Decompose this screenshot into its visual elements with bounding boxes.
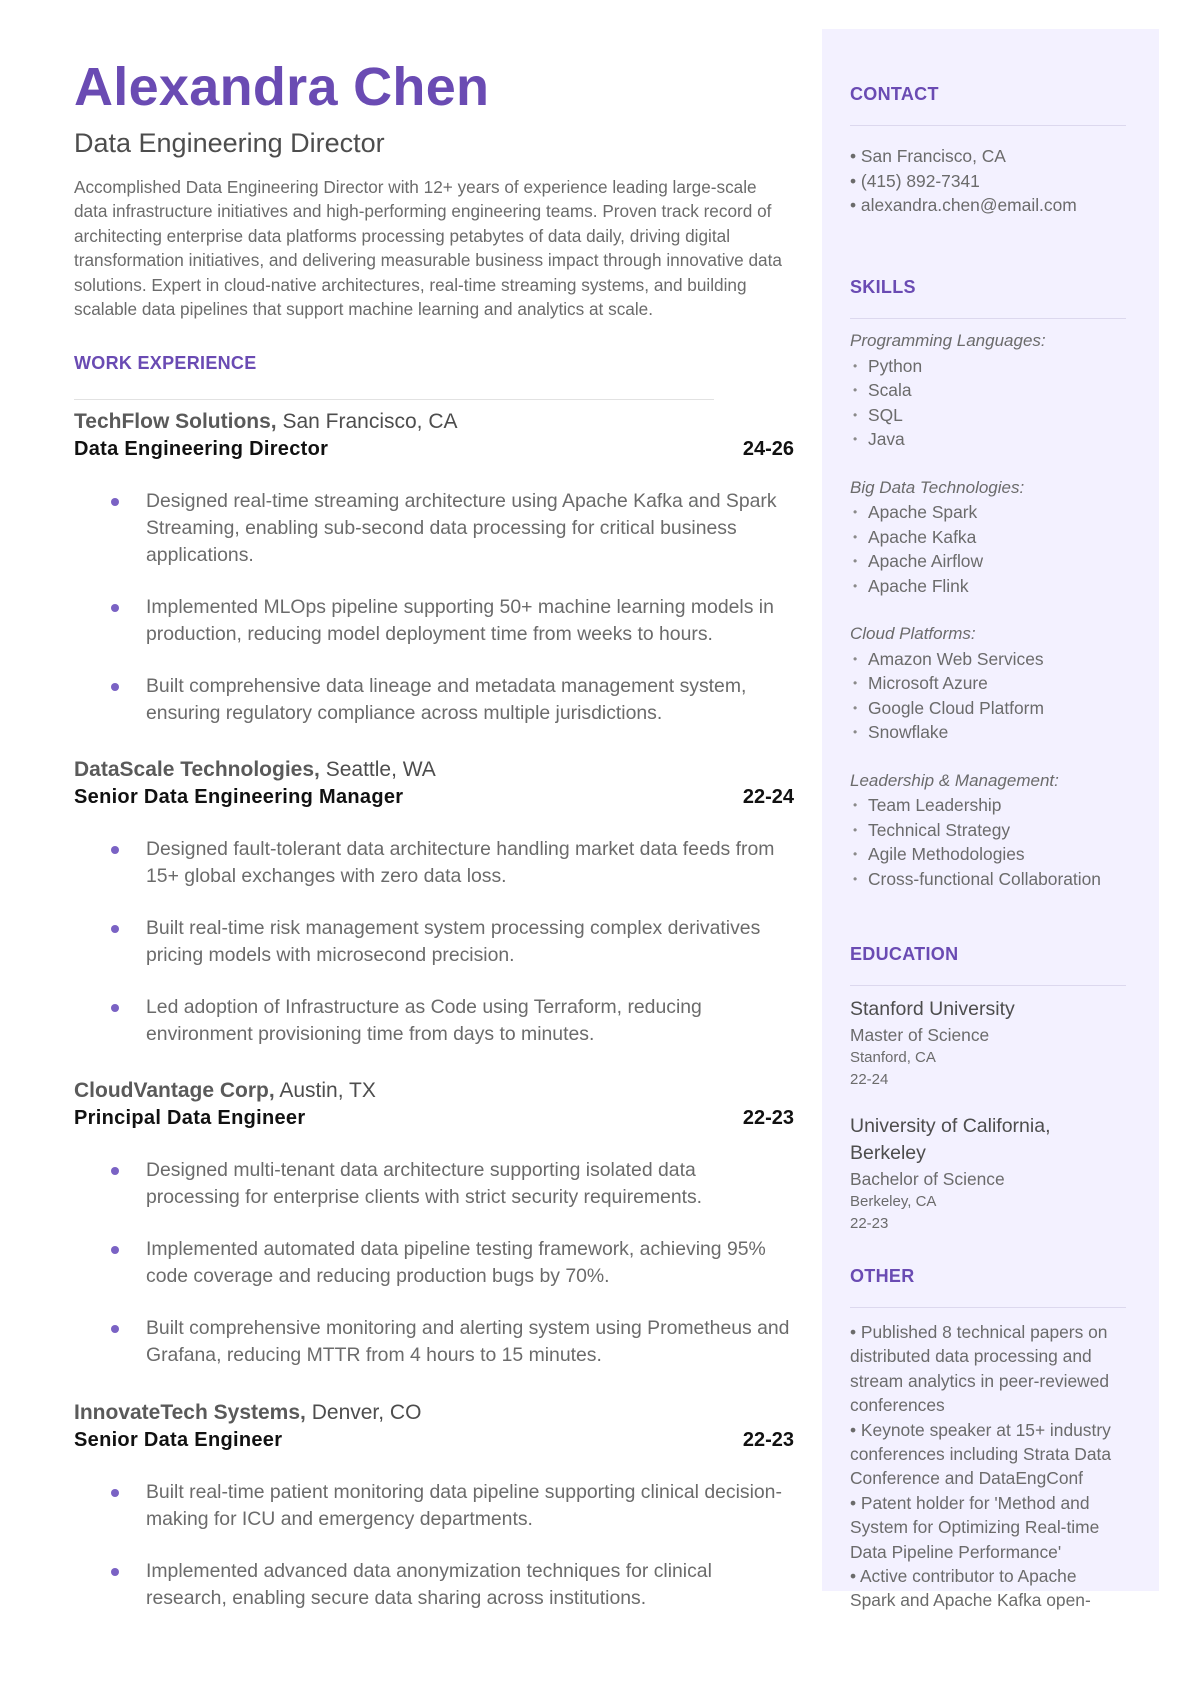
skill-list (850, 647, 1126, 745)
edu-school: Stanford University (850, 998, 1015, 1020)
job-role: Principal Data Engineer (74, 1107, 306, 1129)
section-divider (850, 1307, 1126, 1308)
skill-list (850, 500, 1126, 598)
candidate-title: Data Engineering Director (74, 128, 385, 158)
bullet-dot-icon (111, 1325, 119, 1333)
skill-item: • Java (850, 427, 1126, 452)
education-entry (850, 1113, 1070, 1235)
skill-list (850, 793, 1126, 891)
company-name: TechFlow Solutions, (74, 410, 277, 433)
job-bullet: Led adoption of Infrastructure as Code using Terraform, reducing environment provisioning time from days to minutes. (74, 994, 794, 1048)
contact-section (850, 84, 1126, 218)
skill-category: Cloud Platforms: (850, 624, 976, 643)
bullet-dot-icon (111, 1167, 119, 1175)
job-entry (74, 1400, 794, 1637)
job-bullets (74, 1479, 794, 1612)
skill-item: • Apache Kafka (850, 525, 1126, 550)
section-divider (850, 985, 1126, 986)
bullet-dot-icon (111, 925, 119, 933)
company-location: San Francisco, CA (282, 410, 458, 433)
bullet-dot-icon (111, 1004, 119, 1012)
edu-degree: Master of Science (850, 1025, 990, 1045)
bullet-dot-icon (111, 498, 119, 506)
edu-dates: 22-24 (850, 1071, 889, 1088)
edu-degree: Bachelor of Science (850, 1169, 1005, 1189)
skill-item: • Snowflake (850, 720, 1126, 745)
education-entry (850, 996, 1126, 1091)
edu-location: Stanford, CA (850, 1049, 936, 1066)
role-line (74, 1429, 794, 1457)
bullet-dot-icon (111, 1568, 119, 1576)
job-entry (74, 409, 794, 752)
job-bullet: Implemented MLOps pipeline supporting 50+ machine learning models in production, reducing model deployment time from weeks to hours. (74, 594, 794, 648)
skill-item: • SQL (850, 403, 1126, 428)
skill-item: • Cross-functional Collaboration (850, 867, 1126, 892)
skill-item: • Python (850, 354, 1126, 379)
job-bullet: Built real-time risk management system processing complex derivatives pricing models with microsecond precision. (74, 915, 794, 969)
job-dates: 22-24 (742, 786, 794, 808)
other-section (850, 1266, 1126, 1613)
company-name: CloudVantage Corp, (74, 1079, 275, 1102)
section-divider (850, 125, 1126, 126)
skill-item: • Amazon Web Services (850, 647, 1126, 672)
job-dates: 24-26 (742, 438, 794, 460)
job-role: Data Engineering Director (74, 438, 329, 460)
skill-list (850, 354, 1126, 452)
job-bullet: Built comprehensive monitoring and alerting system using Prometheus and Grafana, reducing MTTR from 4 hours to 15 minutes. (74, 1315, 794, 1369)
job-role: Senior Data Engineering Manager (74, 786, 404, 808)
bullet-dot-icon (111, 1246, 119, 1254)
skills-section (850, 277, 1126, 915)
job-bullets (74, 836, 794, 1048)
job-entry (74, 757, 794, 1073)
job-bullet: Implemented advanced data anonymization techniques for clinical research, enabling secure data sharing across institutions. (74, 1558, 794, 1612)
job-bullet: Implemented automated data pipeline testing framework, achieving 95% code coverage and reducing production bugs by 70%. (74, 1236, 794, 1290)
edu-location: Berkeley, CA (850, 1193, 937, 1210)
job-bullets (74, 1157, 794, 1369)
role-line (74, 1107, 794, 1135)
skill-category: Programming Languages: (850, 331, 1046, 350)
contact-email: • alexandra.chen@email.com (850, 195, 1077, 215)
candidate-name: Alexandra Chen (74, 57, 490, 117)
company-line (74, 757, 794, 783)
contact-location: • San Francisco, CA (850, 146, 1006, 166)
job-bullet: Designed multi-tenant data architecture supporting isolated data processing for enterprise clients with strict security requirements. (74, 1157, 794, 1211)
skill-item: • Google Cloud Platform (850, 696, 1126, 721)
skill-item: • Microsoft Azure (850, 671, 1126, 696)
skills-groups (850, 329, 1126, 891)
job-bullet: Built real-time patient monitoring data pipeline supporting clinical decision-making for ICU and emergency departments. (74, 1479, 794, 1533)
company-line (74, 1400, 794, 1426)
job-bullets (74, 488, 794, 727)
skill-item: • Agile Methodologies (850, 842, 1126, 867)
contact-heading: CONTACT (850, 84, 939, 104)
job-dates: 22-23 (742, 1107, 794, 1129)
other-text: • Published 8 technical papers on distributed data processing and stream analytics in peer-reviewed conferences • Keynote speaker at 15+ industry conferences including Strata Data Conference and DataEngConf • Patent holder for 'Method and System for Optimizing Real-time Data Pipeline Performance' • Active contributor to Apache Spark and Apache Kafka open- (850, 1322, 1112, 1611)
contact-phone: • (415) 892-7341 (850, 170, 980, 191)
skill-category: Leadership & Management: (850, 770, 1059, 790)
company-name: DataScale Technologies, (74, 758, 320, 781)
section-divider (850, 318, 1126, 319)
company-location: Denver, CO (311, 1401, 422, 1424)
job-bullet: Built comprehensive data lineage and metadata management system, ensuring regulatory compliance across multiple jurisdictions. (74, 673, 794, 727)
edu-school: University of California, Berkeley (850, 1115, 1051, 1164)
skill-item: • Technical Strategy (850, 818, 1126, 843)
job-bullet: Designed fault-tolerant data architecture handling market data feeds from 15+ global exchanges with zero data loss. (74, 836, 794, 890)
bullet-dot-icon (111, 604, 119, 612)
skill-item: • Apache Spark (850, 500, 1126, 525)
contact-list (850, 144, 1126, 218)
skill-item: • Scala (850, 378, 1126, 403)
skills-heading: SKILLS (850, 277, 916, 297)
education-heading: EDUCATION (850, 944, 959, 964)
company-line (74, 409, 794, 435)
job-role: Senior Data Engineer (74, 1429, 283, 1451)
company-location: Seattle, WA (325, 758, 436, 781)
company-location: Austin, TX (279, 1079, 376, 1102)
bullet-dot-icon (111, 683, 119, 691)
company-line (74, 1078, 794, 1104)
job-entry (74, 1078, 794, 1394)
skill-item: • Apache Flink (850, 574, 1126, 599)
company-name: InnovateTech Systems, (74, 1401, 306, 1424)
education-section (850, 944, 1126, 1235)
edu-dates: 22-23 (850, 1215, 889, 1232)
skill-item: • Apache Airflow (850, 549, 1126, 574)
work-experience-heading: WORK EXPERIENCE (74, 353, 257, 373)
other-heading: OTHER (850, 1266, 915, 1286)
role-line (74, 438, 794, 466)
summary: Accomplished Data Engineering Director with 12+ years of experience leading large-scale data infrastructure initiatives and high-performing engineering teams. Proven track record of architecting enterprise data platforms processing petabytes of data daily, driving digital transformation initiatives, and delivering measurable business impact through innovative data solutions. Expert in cloud-native architectures, real-time streaming systems, and building scalable data pipelines that support machine learning and analytics at scale. (74, 177, 782, 320)
bullet-dot-icon (111, 1489, 119, 1497)
skill-item: • Team Leadership (850, 793, 1126, 818)
bullet-dot-icon (111, 846, 119, 854)
job-dates: 22-23 (742, 1429, 794, 1451)
section-divider (74, 399, 714, 400)
skill-category: Big Data Technologies: (850, 477, 1025, 497)
role-line (74, 786, 794, 814)
job-bullet: Designed real-time streaming architecture using Apache Kafka and Spark Streaming, enabling sub-second data processing for critical business applications. (74, 488, 794, 569)
